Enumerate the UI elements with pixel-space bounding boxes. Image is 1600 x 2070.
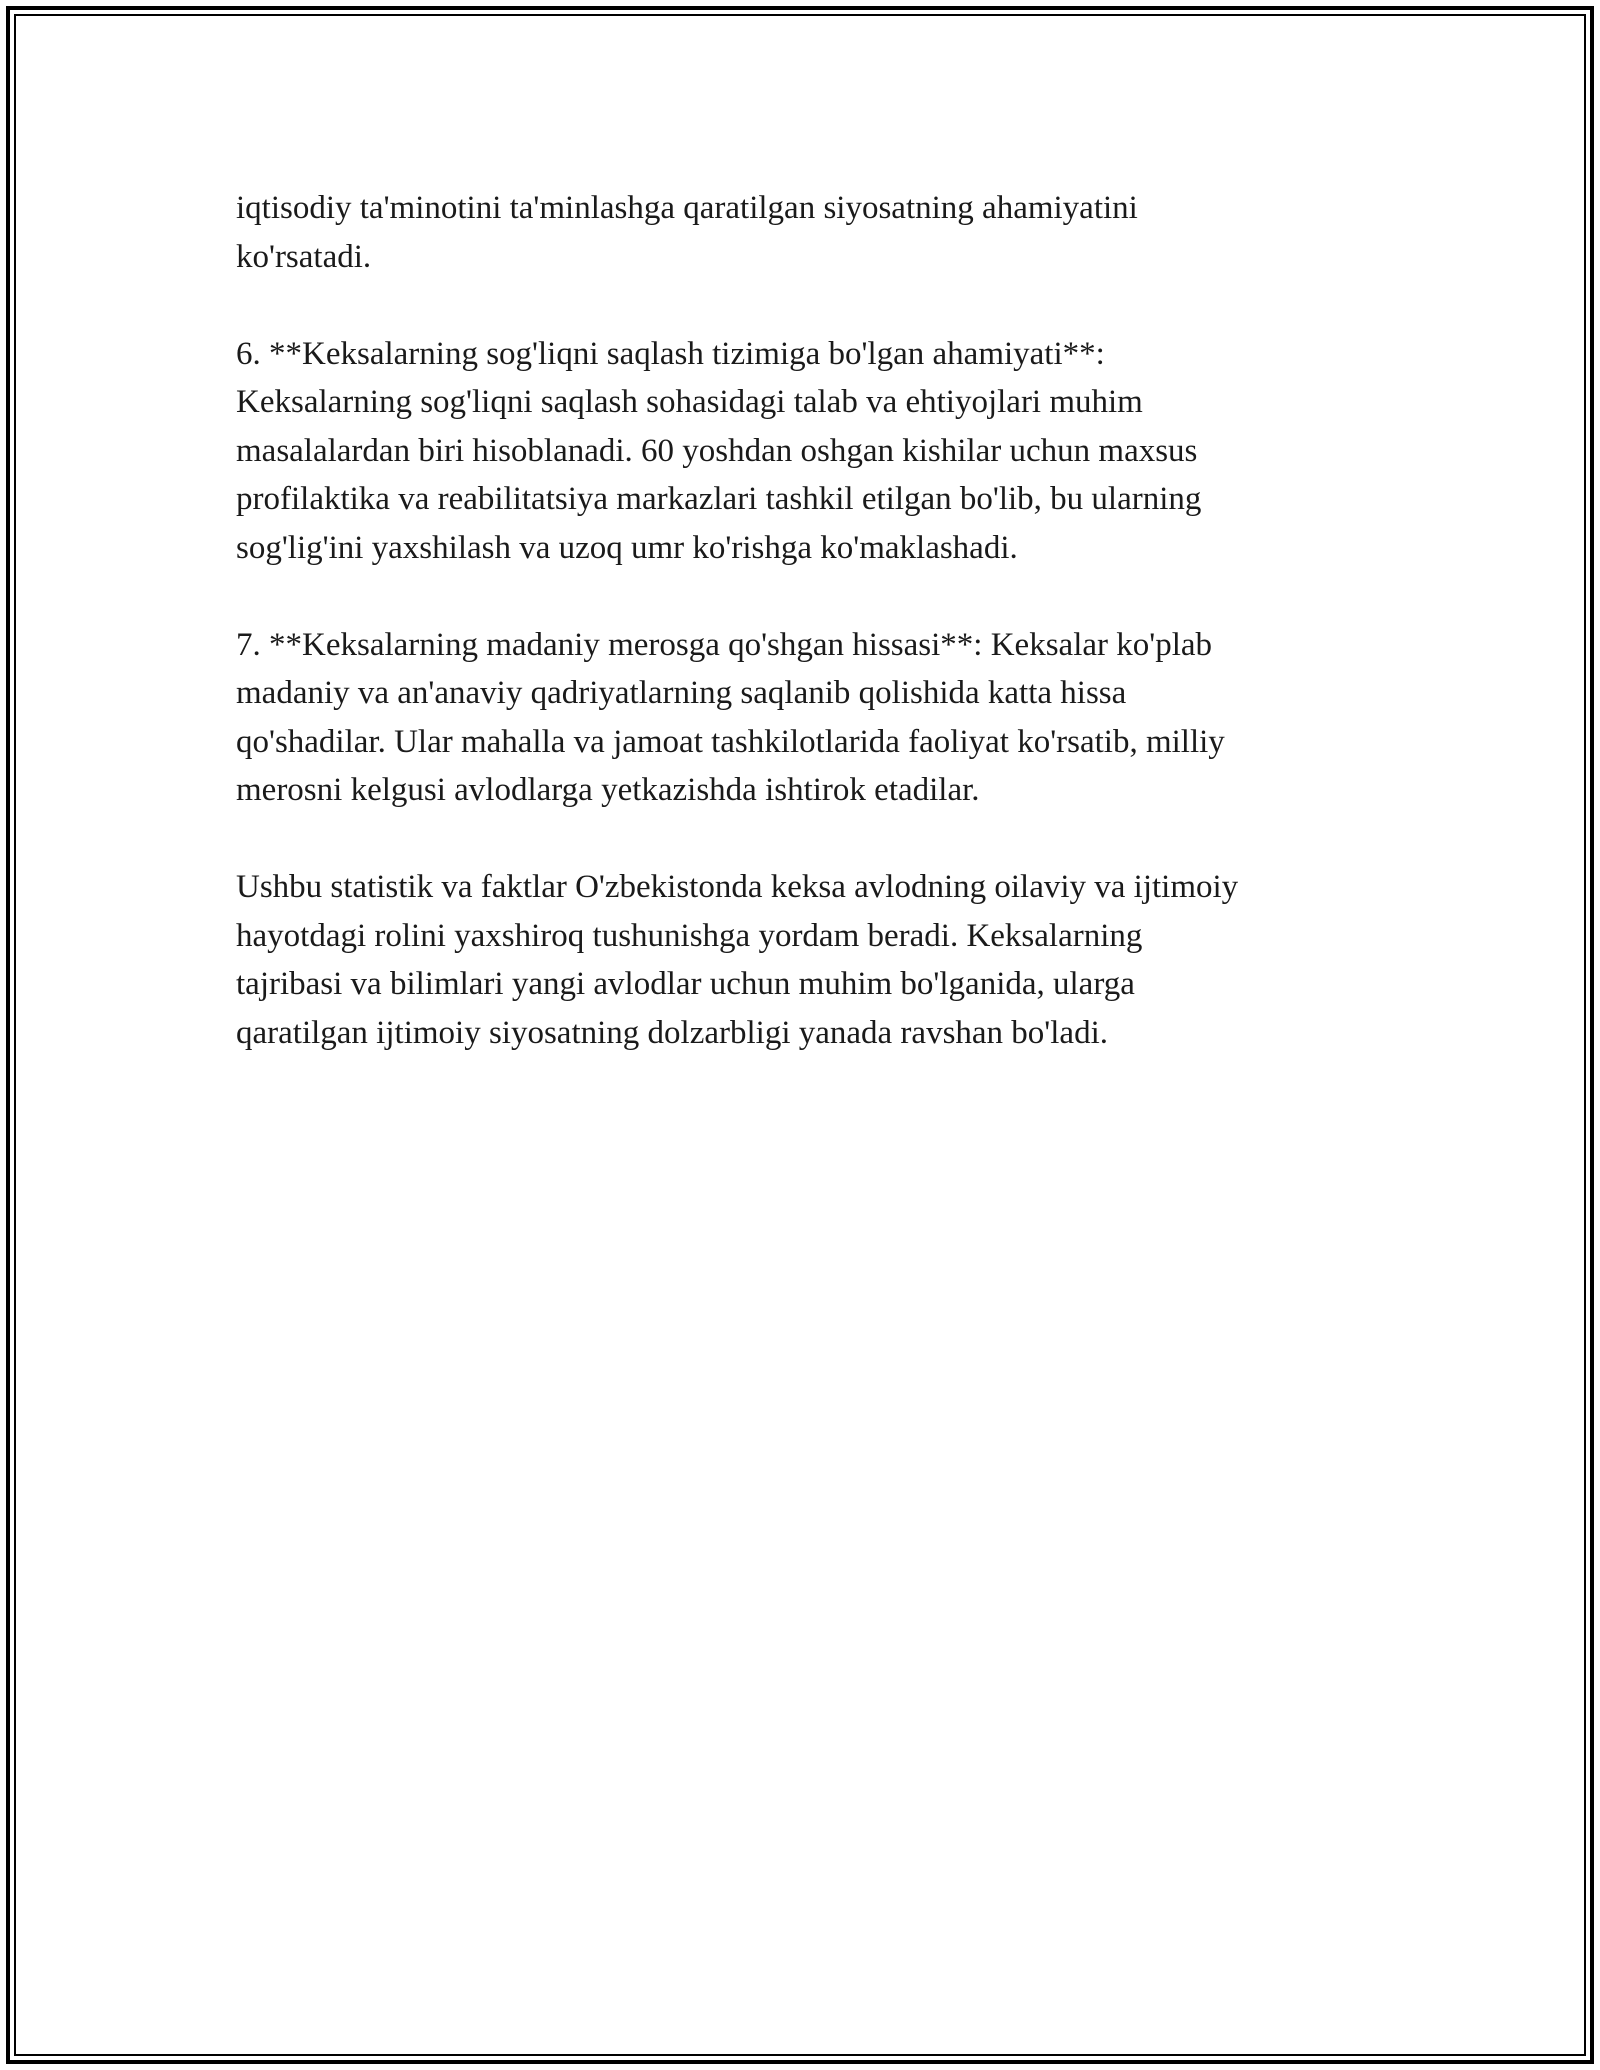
paragraph-item-7: 7. **Keksalarning madaniy merosga qo'shgan hissasi**: Keksalar ko'plab madaniy va an'anaviy qadriyatlarning saqlanib qolishida katta hissa qo'shadilar. Ular mahalla va jamoat tashkilotlarida faoliyat ko'rsatib, milliy merosni kelgusi avlodlarga yetkazishda ishtirok etadilar. <box>236 626 1225 808</box>
paragraph-item-6: 6. **Keksalarning sog'liqni saqlash tizimiga bo'lgan ahamiyati**: Keksalarning sog'liqni saqlash sohasidagi talab va ehtiyojlari muhim masalalardan biri hisoblanadi. 60 yoshdan oshgan kishilar uchun maxsus profilaktika va reabilitatsiya markazlari tashkil etilgan bo'lib, bu ularning sog'lig'ini yaxshilash va uzoq umr ko'rishga ko'maklashadi. <box>236 335 1202 566</box>
document-body <box>236 184 1366 1106</box>
paragraph-conclusion: Ushbu statistik va faktlar O'zbekistonda keksa avlodning oilaviy va ijtimoiy hayotdagi rolini yaxshiroq tushunishga yordam beradi. Keksalarning tajribasi va bilimlari yangi avlodlar uchun muhim bo'lganida, ularga qaratilgan ijtimoiy siyosatning dolzarbligi yanada ravshan bo'ladi. <box>236 869 1239 1051</box>
paragraph-continuation: iqtisodiy ta'minotini ta'minlashga qaratilgan siyosatning ahamiyatini ko'rsatadi. <box>236 190 1138 275</box>
